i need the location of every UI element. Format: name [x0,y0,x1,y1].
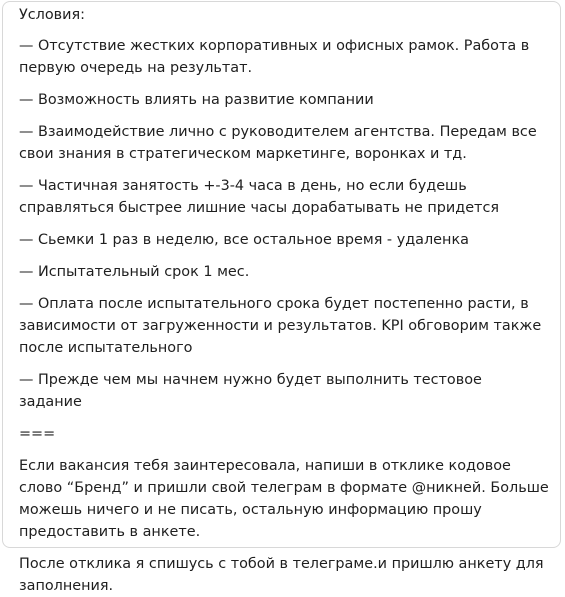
condition-item: — Испытательный срок 1 мес. [19,264,250,280]
condition-item: — Взаимодействие лично с руководителем агентства. Передам все свои знания в стратегическом маркетинге, воронках и тд. [19,124,542,162]
condition-item: — Отсутствие жестких корпоративных и офисных рамок. Работа в первую очередь на результат. [19,38,534,76]
followup-instructions: После отклика я спишусь с тобой в телеграме.и пришлю анкету для заполнения. [19,556,549,594]
section-separator: === [19,426,56,442]
message-card [2,1,561,594]
condition-item: — Частичная занятость +-3-4 часа в день, но если будешь справляться быстрее лишние часы дорабатывать не придется [19,178,500,216]
application-instructions: Если вакансия тебя заинтересовала, напиши в отклике кодовое слово “Бренд” и пришли свой телеграм в формате @никней. Больше можешь ничего и не писать, остальную информацию прошу предоставить в анкете. [19,458,554,540]
conditions-heading: Условия: [19,7,86,23]
condition-item: — Оплата после испытательного срока будет постепенно расти, в зависимости от загруженности и результатов. KPI обговорим также после испытательного [19,296,546,356]
condition-item: — Сьемки 1 раз в неделю, все остальное время - удаленка [19,232,469,248]
condition-item: — Возможность влиять на развитие компании [19,92,374,108]
condition-item: — Прежде чем мы начнем нужно будет выполнить тестовое задание [19,372,487,410]
